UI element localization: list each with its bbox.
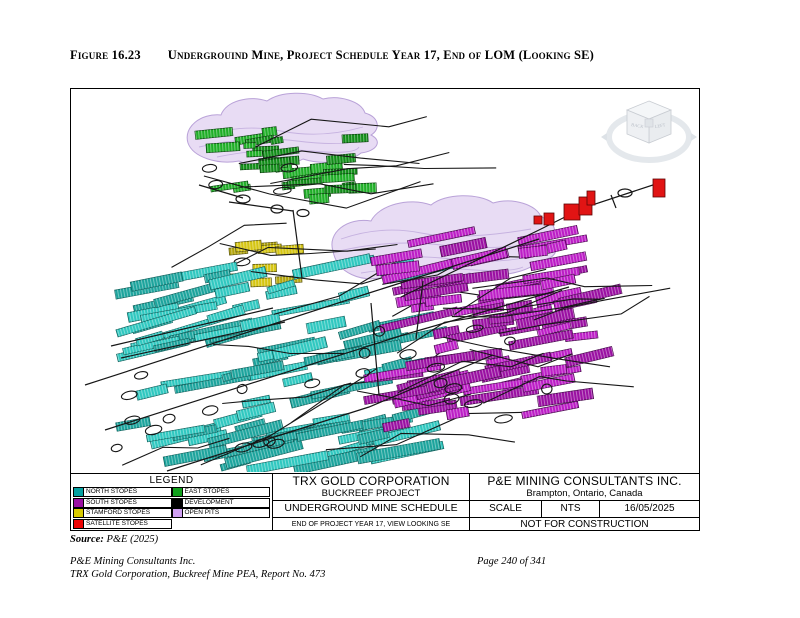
legend-rows (71, 487, 272, 530)
legend-swatch-north-stopes (73, 487, 84, 497)
legend-swatch-stamford-stopes (73, 508, 84, 518)
legend-label-stamford-stopes: STAMFORD STOPES (84, 508, 172, 518)
legend-row (73, 487, 270, 497)
legend-label-south-stopes: SOUTH STOPES (84, 498, 172, 508)
legend-label-development: DEVELOPMENT (183, 498, 271, 508)
consultant-location: Brampton, Ontario, Canada (526, 488, 643, 499)
project-name: BUCKREEF PROJECT (321, 488, 421, 499)
figure-number: Figure 16.23 (70, 48, 141, 62)
consultant-name: P&E MINING CONSULTANTS INC. (487, 474, 682, 488)
title-block (71, 473, 699, 530)
company-name: TRX GOLD CORPORATION (292, 474, 450, 488)
source-prefix: Source: (70, 534, 104, 545)
legend-swatch-open-pits (172, 508, 183, 518)
project-block (273, 474, 470, 530)
source-line (70, 534, 158, 545)
scale-value: NTS (542, 501, 600, 517)
footer-report: TRX Gold Corporation, Buckreef Mine PEA, Report No. 473 (70, 569, 326, 580)
drawing-date: 16/05/2025 (624, 503, 675, 514)
satellite-stope-block (564, 204, 580, 220)
satellite-stope-block (653, 179, 665, 197)
legend-label-east-stopes: EAST STOPES (183, 487, 271, 497)
legend (71, 474, 273, 530)
legend-swatch-south-stopes (73, 498, 84, 508)
drawing-subtitle: END OF PROJECT YEAR 17, VIEW LOOKING SE (291, 520, 451, 528)
figure-title: Undergrouind Mine, Project Schedule Year 17, End of LOM (Looking SE) (167, 48, 595, 62)
legend-row (73, 519, 270, 529)
satellite-stope-block (534, 216, 542, 224)
legend-row (73, 498, 270, 508)
satellite-stope-block (544, 213, 554, 225)
figure-frame (70, 88, 700, 531)
stope-clusters (111, 117, 671, 472)
nav-cube-left-label: LEFT (654, 122, 666, 129)
source-text: P&E (2025) (106, 534, 159, 545)
legend-label-north-stopes: NORTH STOPES (84, 487, 172, 497)
legend-swatch-satellite-stopes (73, 519, 84, 529)
legend-swatch-east-stopes (172, 487, 183, 497)
legend-row (73, 508, 270, 518)
legend-label-satellite-stopes: SATELLITE STOPES (84, 519, 172, 529)
figure-caption (70, 48, 710, 63)
consultant-block (470, 474, 699, 530)
scale-label: SCALE (470, 501, 542, 517)
mine-3d-view (71, 89, 698, 472)
construction-note: NOT FOR CONSTRUCTION (520, 518, 649, 530)
satellite-stope-block (587, 191, 595, 205)
footer-consultant: P&E Mining Consultants Inc. (70, 556, 196, 567)
legend-label-open-pits: OPEN PITS (183, 508, 271, 518)
footer-page-number: Page 240 of 341 (477, 556, 547, 567)
nav-cube-widget[interactable] (601, 101, 697, 160)
mine-schedule-svg (71, 89, 698, 472)
nav-cube-back-label: BACK (630, 122, 645, 130)
drawing-title: UNDERGROUND MINE SCHEDULE (273, 501, 469, 518)
legend-title: LEGEND (149, 475, 194, 486)
legend-swatch-development (172, 498, 183, 508)
